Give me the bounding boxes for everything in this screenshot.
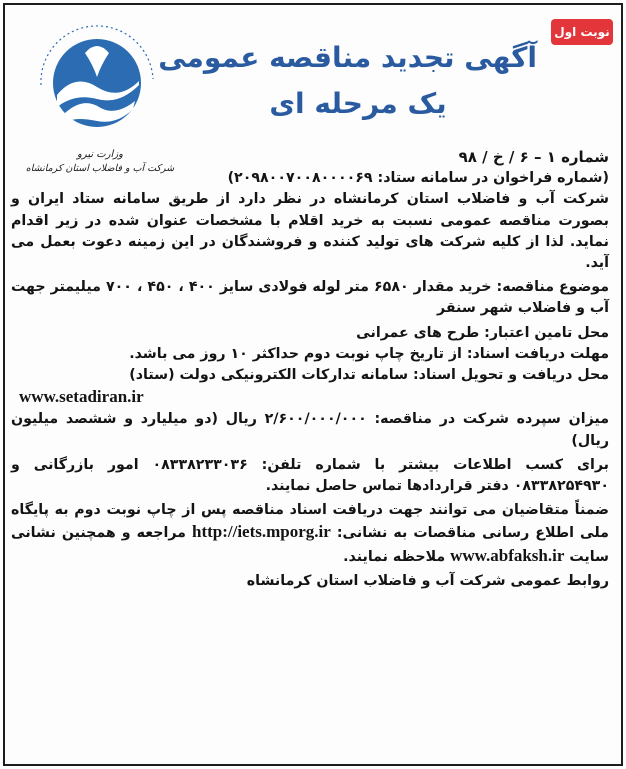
tender-subject: موضوع مناقصه: خرید مقدار ۶۵۸۰ متر لوله فولادی سایز ۴۰۰ ، ۴۵۰ ، ۷۰۰ میلیمتر جهت آب و فاضلاب شهر سنقر bbox=[11, 279, 609, 317]
portal-note-middle: مراجعه و همچنین نشانی سایت bbox=[11, 525, 609, 565]
notice-title: آگهی تجدید مناقصه عمومی bbox=[158, 41, 537, 74]
bid-deposit: میزان سپرده شرکت در مناقصه: ۲/۶۰۰/۰۰۰/۰۰۰ ریال (دو میلیارد و ششصد میلیون ریال) bbox=[11, 411, 609, 449]
iets-website-link[interactable]: http://iets.mporg.ir bbox=[192, 522, 331, 542]
ministry-caption: وزارت نیرو bbox=[76, 149, 123, 160]
funding-source: محل تامین اعتبار: طرح های عمرانی bbox=[356, 324, 609, 341]
tender-notice-frame bbox=[3, 3, 623, 766]
abfaksh-website-link[interactable]: www.abfaksh.ir bbox=[450, 545, 565, 565]
portal-note-suffix: ملاحظه نمایند. bbox=[343, 548, 446, 565]
public-relations-signature: روابط عمومی شرکت آب و فاضلاب استان کرمانشاه bbox=[246, 572, 609, 589]
notice-body bbox=[11, 147, 609, 592]
company-caption: شرکت آب و فاضلاب استان کرمانشاه bbox=[25, 163, 175, 174]
company-logo bbox=[25, 25, 175, 174]
first-publication-badge: نوبت اول bbox=[551, 19, 613, 45]
document-deadline: مهلت دریافت اسناد: از تاریخ چاپ نوبت دوم حداکثر ۱۰ روز می باشد. bbox=[129, 345, 609, 362]
document-delivery: محل دریافت و تحویل اسناد: سامانه تدارکات الکترونیکی دولت (ستاد) bbox=[129, 367, 609, 384]
portal-note bbox=[11, 500, 609, 568]
notice-number: شماره ۱ – ۶ / خ / ۹۸ bbox=[458, 148, 609, 166]
setad-website-link[interactable]: www.setadiran.ir bbox=[19, 387, 144, 407]
setad-call-number: (شماره فراخوان در سامانه ستاد: ۲۰۹۸۰۰۷۰۰۸۰۰۰۰۶۹) bbox=[227, 170, 609, 187]
notice-subtitle: یک مرحله ای bbox=[269, 87, 447, 120]
contact-info: برای کسب اطلاعات بیشتر با شماره تلفن: ۰۸۳۳۸۲۳۳۰۳۶ امور بازرگانی و ۰۸۳۳۸۲۵۴۹۳۰ دفتر قراردادها تماس حاصل نمایند. bbox=[11, 456, 609, 495]
intro-paragraph: شرکت آب و فاضلاب استان کرمانشاه در نظر دارد از طریق سامانه ستاد ایران و بصورت مناقصه عمومی نسبت به خرید اقلام با مشخصات عنوان شده در زیر اقدام نماید. لذا از کلیه شرکت های تولید کننده و فروشندگان در این زمینه دعوت بعمل می آید. bbox=[11, 191, 609, 272]
water-drop-logo-icon bbox=[35, 25, 155, 145]
portal-note-prefix: ضمناً متقاضیان می توانند جهت دریافت اسناد مناقصه پس از چاپ نوبت دوم به پایگاه ملی اطلاع رسانی مناقصات به نشانی: bbox=[11, 502, 609, 542]
